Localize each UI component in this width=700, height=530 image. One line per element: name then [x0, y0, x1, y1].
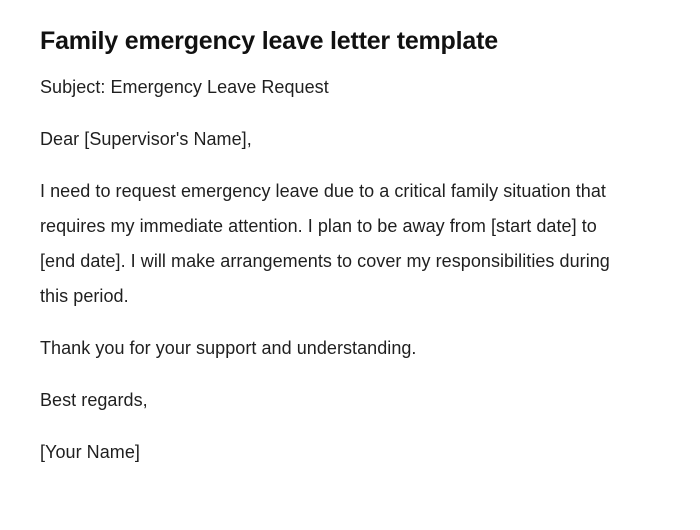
page-title: Family emergency leave letter template: [40, 27, 498, 55]
body-paragraph: I need to request emergency leave due to a critical family situation that requires my immediate attention. I plan to be away from [start date] to [end date]. I will make arrangements to cover my responsibilities during this period.: [40, 181, 610, 306]
salutation-line: Dear [Supervisor's Name],: [40, 129, 252, 149]
subject-line: Subject: Emergency Leave Request: [40, 77, 329, 97]
signature-name-line: [Your Name]: [40, 442, 140, 462]
signoff-line: Best regards,: [40, 390, 148, 410]
closing-thanks-line: Thank you for your support and understanding.: [40, 338, 417, 358]
